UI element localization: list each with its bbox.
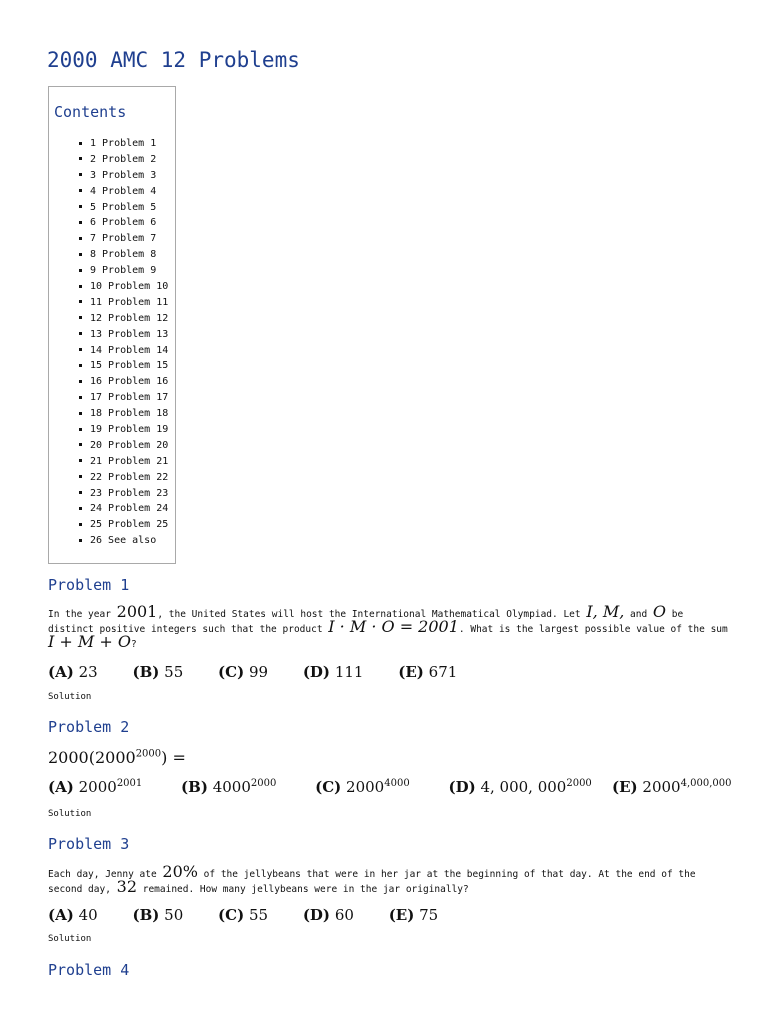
toc-item <box>79 343 168 359</box>
bullet-icon <box>79 475 82 478</box>
bullet-icon <box>79 364 82 367</box>
bullet-icon <box>79 189 82 192</box>
answer-value: 55 <box>248 906 269 924</box>
toc-item <box>79 136 168 152</box>
answer-base: 2000 <box>78 778 117 796</box>
problem-4-heading: Problem 4 <box>48 961 130 979</box>
toc-link[interactable]: 25 Problem 25 <box>90 519 169 531</box>
toc-link[interactable]: 8 Problem 8 <box>90 249 157 261</box>
toc-item <box>79 168 168 184</box>
bullet-icon <box>79 157 82 160</box>
math-fragment: I, M, <box>586 602 625 621</box>
answer-letter: (D) <box>448 778 476 796</box>
toc-link[interactable]: 2 Problem 2 <box>90 153 157 165</box>
bullet-icon <box>79 173 82 176</box>
answer-value: 60 <box>334 906 354 924</box>
math-fragment: O <box>652 602 667 621</box>
toc-item <box>79 279 168 295</box>
toc-item <box>79 390 168 406</box>
toc-item <box>79 327 168 343</box>
answer-base: 4000 <box>212 778 251 796</box>
toc-item <box>79 215 168 231</box>
toc-link[interactable]: 9 Problem 9 <box>90 265 157 277</box>
math-fragment: 20% <box>162 862 198 881</box>
problem-2-solution-link[interactable]: Solution <box>48 809 92 819</box>
text-fragment: and <box>624 609 653 620</box>
answer-base: 2000 <box>346 778 385 796</box>
problem-2-answers <box>48 778 626 796</box>
equation-tail: ) = <box>161 748 186 767</box>
toc-link[interactable]: 1 Problem 1 <box>90 138 157 149</box>
answer-value: 99 <box>248 663 269 681</box>
answer-letter: (E) <box>612 778 638 796</box>
page-title: 2000 AMC 12 Problems <box>47 48 300 72</box>
problem-1-answers <box>48 663 487 681</box>
answer-letter: (A) <box>48 663 74 681</box>
toc-item <box>79 311 168 327</box>
toc-link[interactable]: 21 Problem 21 <box>90 455 169 467</box>
bullet-icon <box>79 285 82 288</box>
answer-exponent: 4000 <box>384 778 410 789</box>
toc-item <box>79 470 168 486</box>
equation-exponent: 2000 <box>135 748 162 760</box>
answer-letter: (C) <box>218 663 245 681</box>
toc-link[interactable]: 12 Problem 12 <box>90 312 169 324</box>
answer-option <box>315 778 410 796</box>
text-fragment: . What is the largest possible value of the sum <box>458 624 728 635</box>
toc-item <box>79 200 168 216</box>
answer-option <box>303 663 364 681</box>
answer-letter: (C) <box>315 778 342 796</box>
toc-item <box>79 263 168 279</box>
bullet-icon <box>79 142 82 145</box>
bullet-icon <box>79 380 82 383</box>
answer-option <box>218 906 268 924</box>
text-fragment: be distinct positive integers such that the product <box>48 609 684 635</box>
answer-option <box>133 663 184 681</box>
bullet-icon <box>79 300 82 303</box>
text-fragment: , the United States will host the International Mathematical Olympiad. Let <box>157 609 587 620</box>
toc-link[interactable]: 22 Problem 22 <box>90 471 169 483</box>
answer-letter: (B) <box>132 663 160 681</box>
bullet-icon <box>79 539 82 542</box>
answer-option <box>612 778 732 796</box>
bullet-icon <box>79 412 82 415</box>
toc-list <box>79 136 168 549</box>
text-fragment: In the year <box>48 609 117 620</box>
problem-3-text <box>48 862 728 896</box>
toc-link[interactable]: 13 Problem 13 <box>90 328 169 340</box>
toc-item <box>79 438 168 454</box>
answer-option <box>48 663 98 681</box>
toc-link[interactable]: 18 Problem 18 <box>90 408 169 420</box>
answer-option <box>48 778 142 796</box>
bullet-icon <box>79 396 82 399</box>
problem-2-equation <box>48 748 186 767</box>
toc-link[interactable]: 11 Problem 11 <box>90 296 169 308</box>
problem-1-text <box>48 602 728 651</box>
bullet-icon <box>79 253 82 256</box>
table-of-contents <box>48 86 176 564</box>
problem-2-answer-e <box>612 778 732 796</box>
answer-letter: (B) <box>181 778 208 796</box>
toc-item <box>79 486 168 502</box>
answer-letter: (E) <box>398 663 424 681</box>
answer-exponent: 2000 <box>566 778 592 789</box>
answer-value: 50 <box>164 906 184 924</box>
toc-item <box>79 501 168 517</box>
bullet-icon <box>79 507 82 510</box>
answer-exponent: 2000 <box>250 778 277 789</box>
answer-value: 23 <box>78 663 98 681</box>
answer-option <box>133 906 184 924</box>
toc-item <box>79 295 168 311</box>
text-fragment: of the jellybeans that were in her jar at the beginning of that day. At the end of the second day, <box>48 869 696 895</box>
answer-option <box>48 906 98 924</box>
bullet-icon <box>79 332 82 335</box>
toc-item <box>79 152 168 168</box>
math-fragment: 2001 <box>116 602 158 621</box>
answer-value: 111 <box>334 663 364 681</box>
toc-item <box>79 358 168 374</box>
toc-link[interactable]: 14 Problem 14 <box>90 344 169 356</box>
answer-exponent: 4,000,000 <box>680 778 732 789</box>
toc-item <box>79 374 168 390</box>
equation-base: 2000(2000 <box>48 748 136 767</box>
bullet-icon <box>79 443 82 446</box>
toc-link[interactable]: 16 Problem 16 <box>90 376 169 388</box>
toc-link[interactable]: 7 Problem 7 <box>90 233 157 245</box>
answer-value: 55 <box>164 663 184 681</box>
bullet-icon <box>79 491 82 494</box>
answer-option <box>398 663 457 681</box>
toc-item <box>79 184 168 200</box>
toc-item <box>79 517 168 533</box>
answer-exponent: 2001 <box>116 778 143 789</box>
problem-1-solution-link[interactable]: Solution <box>48 692 92 702</box>
answer-letter: (D) <box>302 906 331 924</box>
bullet-icon <box>79 348 82 351</box>
bullet-icon <box>79 316 82 319</box>
math-fragment: I · M · O = 2001 <box>328 617 459 636</box>
toc-item <box>79 406 168 422</box>
toc-item <box>79 231 168 247</box>
toc-heading: Contents <box>54 103 127 121</box>
toc-link[interactable]: 24 Problem 24 <box>90 503 169 515</box>
math-fragment: 32 <box>116 877 137 896</box>
toc-link[interactable]: 19 Problem 19 <box>90 424 169 436</box>
problem-3-heading: Problem 3 <box>48 835 130 853</box>
text-fragment: Each day, Jenny ate <box>48 869 163 880</box>
bullet-icon <box>79 428 82 431</box>
answer-value: 671 <box>428 663 458 681</box>
bullet-icon <box>79 459 82 462</box>
answer-option <box>181 778 276 796</box>
toc-item <box>79 454 168 470</box>
answer-letter: (D) <box>302 663 331 681</box>
answer-letter: (C) <box>218 906 245 924</box>
toc-link[interactable]: 23 Problem 23 <box>90 487 169 499</box>
toc-link[interactable]: 3 Problem 3 <box>90 169 157 181</box>
answer-option <box>389 906 439 924</box>
toc-link[interactable]: 26 See also <box>90 535 157 547</box>
toc-link[interactable]: 4 Problem 4 <box>90 185 157 197</box>
problem-3-answers <box>48 906 468 924</box>
toc-link[interactable]: 10 Problem 10 <box>90 281 169 293</box>
answer-base: 2000 <box>642 778 681 796</box>
toc-link[interactable]: 15 Problem 15 <box>90 360 169 372</box>
bullet-icon <box>79 205 82 208</box>
problem-3-solution-link[interactable]: Solution <box>48 934 92 944</box>
answer-letter: (A) <box>48 778 74 796</box>
answer-option <box>303 906 354 924</box>
bullet-icon <box>79 221 82 224</box>
text-fragment: ? <box>130 639 137 650</box>
toc-link[interactable]: 20 Problem 20 <box>90 439 169 451</box>
toc-item <box>79 247 168 263</box>
answer-option <box>448 778 591 796</box>
answer-option <box>218 663 268 681</box>
answer-base: 4, 000, 000 <box>480 778 567 796</box>
toc-item <box>79 422 168 438</box>
toc-item <box>79 533 168 549</box>
math-fragment: I + M + O <box>48 632 131 651</box>
text-fragment: remained. How many jellybeans were in the jar originally? <box>137 884 469 895</box>
bullet-icon <box>79 237 82 240</box>
problem-2-heading: Problem 2 <box>48 718 130 736</box>
toc-link[interactable]: 17 Problem 17 <box>90 392 169 404</box>
answer-value: 75 <box>419 906 439 924</box>
problem-1-heading: Problem 1 <box>48 576 130 594</box>
bullet-icon <box>79 269 82 272</box>
toc-link[interactable]: 5 Problem 5 <box>90 201 157 213</box>
toc-link[interactable]: 6 Problem 6 <box>90 217 157 229</box>
answer-letter: (B) <box>132 906 160 924</box>
answer-value: 40 <box>78 906 98 924</box>
answer-letter: (E) <box>388 906 415 924</box>
bullet-icon <box>79 523 82 526</box>
answer-letter: (A) <box>48 906 74 924</box>
